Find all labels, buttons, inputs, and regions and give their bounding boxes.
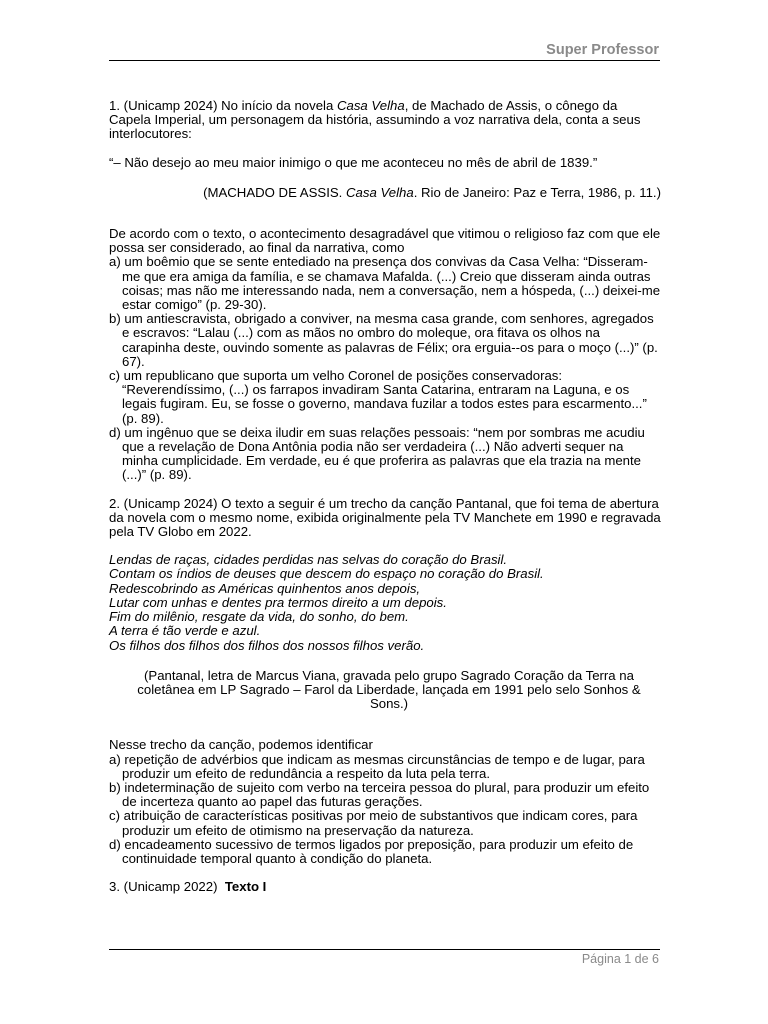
question-3-number: 3 (109, 879, 117, 895)
option-text: repetição de advérbios que indicam as mesmas circunstâncias de tempo e de lugar, para produzir um efeito de redundância a respeito da luta pela terra. (122, 751, 645, 781)
question-1-citation-pre: (MACHADO DE ASSIS. (203, 184, 346, 200)
option-letter: d) (109, 836, 121, 852)
option-text: atribuição de características positivas por meio de substantivos que indicam cores, para produzir um efeito de otimismo na preservação da natureza. (122, 808, 638, 838)
option-letter: d) (109, 424, 121, 440)
question-1-option-a[interactable] (109, 255, 661, 312)
question-3-intro-text: (Unicamp 2022) (123, 879, 225, 895)
song-line: A terra é tão verde e azul. (109, 623, 261, 639)
question-2-option-c[interactable] (109, 809, 661, 837)
option-letter: a) (109, 254, 121, 270)
question-2-option-a[interactable] (109, 753, 661, 781)
question-2-prompt: Nesse trecho da canção, podemos identificar (109, 737, 373, 753)
option-letter: b) (109, 779, 121, 795)
option-text: indeterminação de sujeito com verbo na terceira pessoa do plural, para produzir um efeito de incerteza quanto ao papel das futuras gerações. (122, 779, 650, 810)
option-text: um ingênuo que se deixa iludir em suas relações pessoais: “nem por sombras me acudiu que a revelação de Dona Antônia podia não ser verdadeira (...) Não adverti sequer na minha cumplicidade. Em verdade, eu é que proferira as palavras que ela trazia na mente (...)” (p. 89). (122, 424, 645, 483)
option-text: um republicano que suporta um velho Coronel de posições conservadoras: “Reverendíssimo, (...) os farrapos invadiram Santa Catarina, entraram na Laguna, e os legais fugiram. Eu, se fosse o governo, mandava fuzilar a todos estes para escarmento...” (p. 89). (122, 368, 647, 426)
question-2-intro: 2. (Unicamp 2024) O texto a seguir é um trecho da canção Pantanal, que foi tema de abertura da novela com o mesmo nome, exibida originalmente pela TV Manchete em 1990 e regravada pela TV Globo em 2022. (109, 495, 661, 540)
question-2-options (109, 753, 661, 867)
song-line: Lendas de raças, cidades perdidas nas selvas do coração do Brasil. (109, 552, 508, 568)
question-2-option-b[interactable] (109, 781, 661, 809)
question-2-number: 2 (109, 495, 117, 511)
question-1-citation (109, 186, 661, 200)
question-1-quote: “– Não desejo ao meu maior inimigo o que me aconteceu no mês de abril de 1839.” (109, 154, 598, 170)
question-2-intro-text: (Unicamp 2024) O texto a seguir é um trecho da canção Pantanal, que foi tema de abertura da novela com o mesmo nome, exibida originalmente pela TV Manchete em 1990 e regravada pela TV Globo em 2022. (109, 495, 661, 540)
song-line: Contam os índios de deuses que descem do espaço no coração do Brasil. (109, 566, 544, 582)
question-2-option-d[interactable] (109, 838, 661, 866)
question-1-option-c[interactable] (109, 369, 661, 426)
song-line: Fim do milênio, resgate da vida, do sonho, do bem. (109, 609, 409, 625)
song-line: Lutar com unhas e dentes pra termos direito a um depois. (109, 594, 447, 610)
option-text: encadeamento sucessivo de termos ligados por preposição, para produzir um efeito de continuidade temporal quanto à condição do planeta. (122, 836, 634, 866)
question-1-intro-post: , de Machado de Assis, o cônego da Capela Imperial, um personagem da história, assumindo a voz narrativa dela, conta a seus interlocutores: (109, 98, 641, 142)
song-line: Redescobrindo as Américas quinhentos anos depois, (109, 580, 421, 596)
question-1-intro: 1. (Unicamp 2024) No início da novela Casa Velha, de Machado de Assis, o cônego da Capela Imperial, um personagem da história, assumindo a voz narrativa dela, conta a seus interlocutores: (109, 98, 641, 142)
option-text: um boêmio que se sente entediado na presença dos convivas da Casa Velha: “Disseram-me que era amiga da família, e se chamava Mafalda. (...) Creio que disseram ainda outras coisas; mas não me interessando nada, nem a conversação, nem a hóspeda, (...) deixei-me estar comigo” (p. 29-30). (122, 254, 661, 313)
page-number: Página 1 de 6 (581, 952, 659, 966)
question-1-prompt: De acordo com o texto, o acontecimento desagradável que vitimou o religioso faz com que ele possa ser considerado, ao final da narrativa, como (109, 226, 661, 256)
question-1-option-b[interactable] (109, 312, 661, 369)
question-1-number: 1 (109, 98, 117, 113)
question-1-citation-title: Casa Velha (346, 184, 414, 200)
header-brand: Super Professor (546, 42, 659, 58)
option-letter: c) (109, 368, 120, 384)
option-letter: a) (109, 751, 121, 767)
question-1-option-d[interactable] (109, 426, 661, 483)
question-3-text-label: Texto I (224, 879, 267, 895)
option-letter: c) (109, 808, 120, 824)
option-text: um antiescravista, obrigado a conviver, na mesma casa grande, com senhores, agregados e escravos: “Lalau (...) com as mãos no ombro do moleque, ora fitava os olhos na carapinha deste, ouvindo somente as palavras de Félix; ora erguia--os para o moço (...)” (p. 67). (122, 311, 658, 369)
document-body (109, 99, 661, 894)
question-2-citation: (Pantanal, letra de Marcus Viana, gravada pelo grupo Sagrado Coração da Terra na coletânea em LP Sagrado – Farol da Liberdade, lançada em 1991 pelo selo Sonhos & Sons.) (137, 667, 641, 712)
header-rule (109, 60, 660, 61)
footer-rule (109, 949, 660, 950)
question-1-options (109, 255, 661, 482)
question-1-intro-title: Casa Velha (336, 98, 405, 113)
question-1-intro-pre: (Unicamp 2024) No início da novela (123, 98, 337, 113)
song-excerpt (109, 553, 661, 652)
question-3-intro: 3. (Unicamp 2022) Texto I (109, 879, 267, 895)
option-letter: b) (109, 311, 121, 327)
song-line: Os filhos dos filhos dos filhos dos nossos filhos verão. (109, 637, 425, 653)
question-1-citation-post: . Rio de Janeiro: Paz e Terra, 1986, p. 11.) (413, 184, 661, 200)
